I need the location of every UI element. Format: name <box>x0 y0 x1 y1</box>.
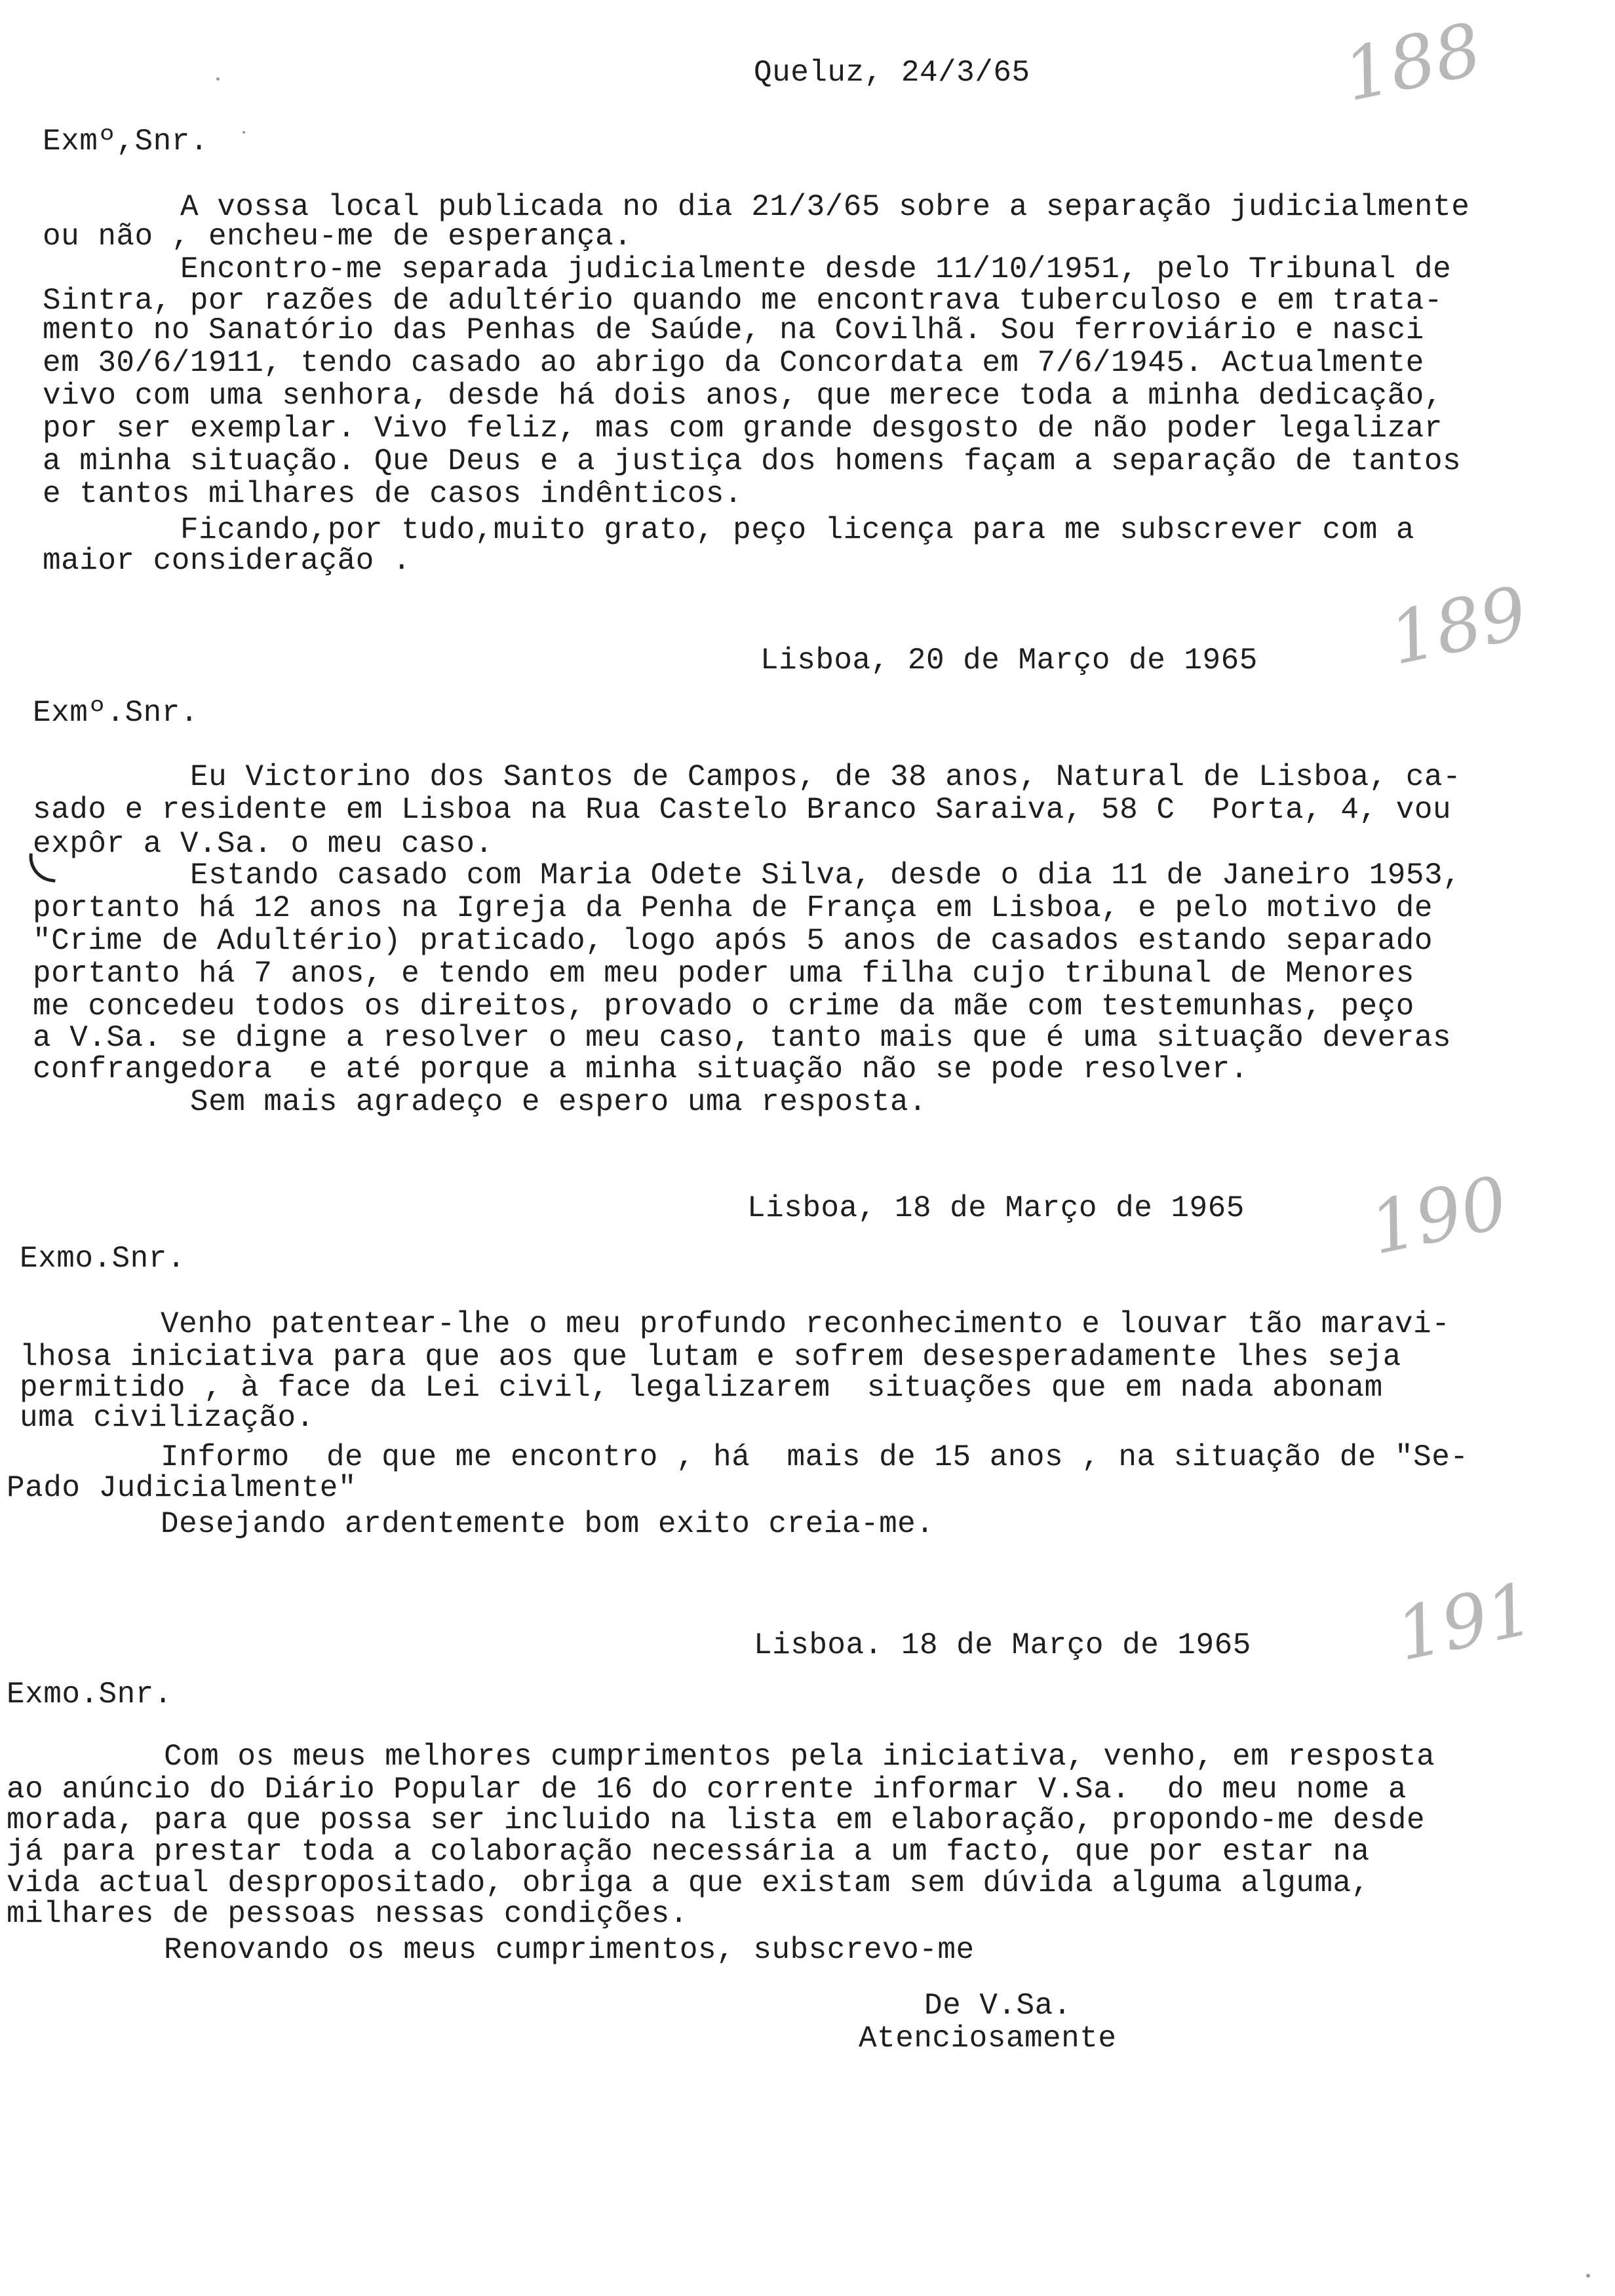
letter-line: Sem mais agradeço e espero uma resposta. <box>190 1085 927 1119</box>
letter-line: a minha situação. Que Deus e a justiça dos homens façam a separação de tantos <box>43 444 1462 478</box>
letter-line: permitido , à face da Lei civil, legalizarem situações que em nada abonam <box>20 1371 1383 1405</box>
letter-line: Venho patentear-lhe o meu profundo reconhecimento e louvar tão maravi- <box>161 1307 1450 1341</box>
letter-line: Ficando,por tudo,muito grato, peço licença para me subscrever com a <box>180 513 1415 547</box>
letter-line: em 30/6/1911, tendo casado ao abrigo da Concordata em 7/6/1945. Actualmente <box>43 346 1424 380</box>
letter-line: mento no Sanatório das Penhas de Saúde, na Covilhã. Sou ferroviário e nasci <box>43 313 1424 347</box>
letter-salutation: Exmº.Snr. <box>33 696 199 730</box>
letter-line: Renovando os meus cumprimentos, subscrevo-me <box>164 1933 975 1967</box>
letter-line: uma civilização. <box>20 1401 315 1435</box>
letter-date: Lisboa. 18 de Março de 1965 <box>754 1628 1251 1662</box>
letter-line: vida actual despropositado, obriga a que existam sem dúvida alguma alguma, <box>7 1866 1370 1900</box>
letter-line: e tantos milhares de casos indênticos. <box>43 477 743 511</box>
letter-line: expôr a V.Sa. o meu caso. <box>33 827 494 861</box>
letter-line: sado e residente em Lisboa na Rua Castelo Branco Saraiva, 58 C Porta, 4, vou <box>33 793 1452 827</box>
letter-line: Sintra, por razões de adultério quando me encontrava tuberculoso e em trata- <box>43 284 1443 318</box>
letter-line: Pado Judicialmente" <box>7 1471 357 1505</box>
letter-line: me concedeu todos os direitos, provado o crime da mãe com testemunhas, peço <box>33 989 1414 1024</box>
archive-mark: 190 <box>1362 1160 1515 1271</box>
letter-line: confrangedora e até porque a minha situação não se pode resolver. <box>33 1052 1249 1086</box>
archive-mark: 191 <box>1388 1566 1541 1677</box>
letter-line: vivo com uma senhora, desde há dois anos, que merece toda a minha dedicação, <box>43 379 1443 413</box>
letter-line: maior consideração . <box>43 544 412 578</box>
letter-line: milhares de pessoas nessas condições. <box>7 1897 688 1931</box>
letter-line: Eu Victorino dos Santos de Campos, de 38 anos, Natural de Lisboa, ca- <box>190 760 1462 794</box>
letter-date: Lisboa, 18 de Março de 1965 <box>747 1191 1245 1225</box>
letter-line: "Crime de Adultério) praticado, logo após 5 anos de casados estando separado <box>33 924 1433 958</box>
letter-line: por ser exemplar. Vivo feliz, mas com grande desgosto de não poder legalizar <box>43 411 1443 446</box>
archive-mark: 189 <box>1382 570 1534 681</box>
letter-line: Com os meus melhores cumprimentos pela iniciativa, venho, em resposta <box>164 1740 1435 1774</box>
letter-salutation: Exmo.Snr. <box>7 1677 172 1712</box>
letter-salutation: Exmo.Snr. <box>20 1242 185 1276</box>
letter-closing: De V.Sa. <box>924 1989 1072 2023</box>
letter-line: Informo de que me encontro , há mais de 15 anos , na situação de "Se- <box>161 1440 1469 1474</box>
scan-speck <box>216 77 220 81</box>
letter-line: portanto há 7 anos, e tendo em meu poder uma filha cujo tribunal de Menores <box>33 957 1414 991</box>
letter-line: Desejando ardentemente bom exito creia-me. <box>161 1507 935 1541</box>
letter-line: morada, para que possa ser incluido na lista em elaboração, propondo-me desde <box>7 1803 1426 1837</box>
letter-closing: Atenciosamente <box>859 2021 1117 2056</box>
letter-line: Encontro-me separada judicialmente desde 11/10/1951, pelo Tribunal de <box>180 252 1452 286</box>
archive-mark: 188 <box>1336 7 1489 118</box>
letter-line: lhosa iniciativa para que aos que lutam e sofrem desesperadamente lhes seja <box>20 1340 1401 1374</box>
letter-salutation: Exmº,Snr. <box>43 124 208 159</box>
handwritten-bracket <box>26 853 59 883</box>
letter-line: já para prestar toda a colaboração necessária a um facto, que por estar na <box>7 1835 1370 1869</box>
letter-line: portanto há 12 anos na Igreja da Penha de França em Lisboa, e pelo motivo de <box>33 891 1433 925</box>
scan-speck <box>243 131 245 134</box>
letter-line: Estando casado com Maria Odete Silva, desde o dia 11 de Janeiro 1953, <box>190 858 1462 892</box>
letter-line: ao anúncio do Diário Popular de 16 do corrente informar V.Sa. do meu nome a <box>7 1772 1407 1807</box>
scan-speck <box>1586 2274 1590 2278</box>
letter-date: Lisboa, 20 de Março de 1965 <box>760 643 1258 678</box>
letter-line: ou não , encheu-me de esperança. <box>43 220 632 254</box>
letter-line: A vossa local publicada no dia 21/3/65 sobre a separação judicialmente <box>180 190 1470 224</box>
letter-date: Queluz, 24/3/65 <box>754 56 1030 90</box>
letter-line: a V.Sa. se digne a resolver o meu caso, tanto mais que é uma situação deveras <box>33 1021 1452 1055</box>
